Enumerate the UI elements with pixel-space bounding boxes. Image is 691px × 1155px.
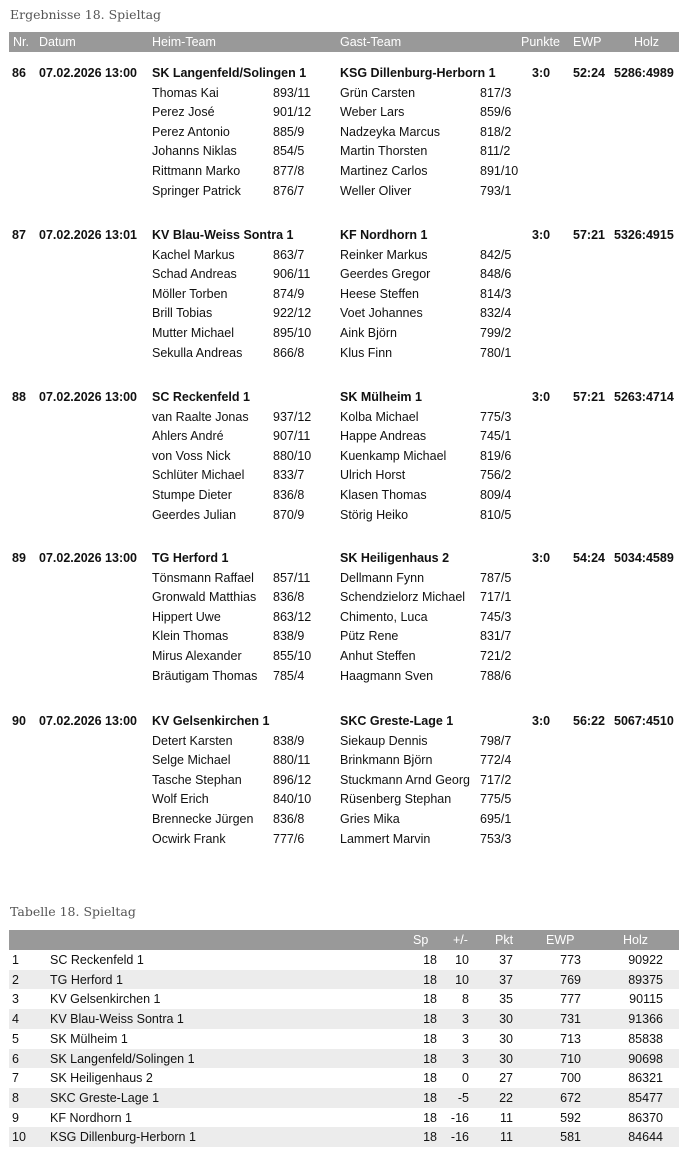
home-score: 866/8 xyxy=(273,345,305,360)
table-ewp: 672 xyxy=(560,1090,581,1105)
away-score: 745/3 xyxy=(480,609,512,624)
home-player: Tönsmann Raffael xyxy=(152,570,254,585)
home-score: 838/9 xyxy=(273,733,305,748)
home-score: 877/8 xyxy=(273,164,305,178)
match-holz: 5263:4714 xyxy=(614,390,674,404)
header-pkt: Pkt xyxy=(495,933,514,947)
match-nr: 86 xyxy=(12,66,26,80)
match-date: 07.02.2026 13:00 xyxy=(39,714,138,728)
match-holz: 5326:4915 xyxy=(614,228,674,242)
table-pos: 9 xyxy=(12,1110,19,1125)
table-row xyxy=(9,1068,679,1088)
match-nr: 89 xyxy=(12,551,26,565)
standings-title: Tabelle 18. Spieltag xyxy=(10,904,136,919)
header-heim: Heim-Team xyxy=(152,35,216,49)
player-row xyxy=(0,789,691,809)
player-row xyxy=(0,343,691,363)
table-ewp: 700 xyxy=(560,1071,581,1086)
home-player: Detert Karsten xyxy=(152,733,233,748)
home-score: 880/11 xyxy=(273,753,311,768)
player-row xyxy=(0,245,691,265)
table-pos: 5 xyxy=(12,1031,19,1046)
table-diff: 10 xyxy=(455,953,469,967)
home-player: van Raalte Jonas xyxy=(152,409,249,424)
home-player: Stumpe Dieter xyxy=(152,488,232,502)
table-pos: 10 xyxy=(12,1130,26,1145)
player-row xyxy=(0,284,691,304)
home-score: 785/4 xyxy=(273,668,305,683)
home-score: 870/9 xyxy=(273,507,305,522)
away-player: Schendzielorz Michael xyxy=(340,590,466,605)
table-holz: 84644 xyxy=(628,1130,663,1145)
table-row xyxy=(9,1108,679,1128)
home-team: SC Reckenfeld 1 xyxy=(152,390,250,404)
away-score: 717/2 xyxy=(480,772,512,787)
match-holz: 5067:4510 xyxy=(614,714,674,728)
home-player: Mutter Michael xyxy=(152,326,234,340)
match-nr: 90 xyxy=(12,714,26,728)
match-nr: 87 xyxy=(12,228,26,242)
match-holz: 5286:4989 xyxy=(614,66,674,80)
home-score: 874/9 xyxy=(273,286,305,301)
home-player: Rittmann Marko xyxy=(152,164,241,178)
away-score: 832/4 xyxy=(480,306,512,321)
match-points: 3:0 xyxy=(532,228,551,242)
home-player: Brill Tobias xyxy=(152,306,213,321)
home-score: 836/8 xyxy=(273,812,305,826)
table-diff: 3 xyxy=(462,1012,469,1027)
player-row xyxy=(0,750,691,770)
player-row xyxy=(0,323,691,343)
match-block xyxy=(0,63,691,223)
table-sp: 18 xyxy=(423,992,437,1007)
table-ewp: 581 xyxy=(560,1130,581,1145)
table-row xyxy=(9,1029,679,1049)
match-date: 07.02.2026 13:01 xyxy=(39,228,138,242)
home-team: KV Blau-Weiss Sontra 1 xyxy=(152,228,294,242)
table-sp: 18 xyxy=(423,1012,437,1027)
home-player: von Voss Nick xyxy=(152,448,231,463)
header-ewp: EWP xyxy=(573,35,602,49)
home-score: 885/9 xyxy=(273,124,305,139)
home-player: Klein Thomas xyxy=(152,629,229,644)
away-player: Martinez Carlos xyxy=(340,164,428,178)
home-score: 863/12 xyxy=(273,609,312,624)
match-ewp: 57:21 xyxy=(573,228,605,242)
player-row xyxy=(0,626,691,646)
home-player: Schad Andreas xyxy=(152,267,237,282)
table-holz: 89375 xyxy=(628,972,663,987)
table-team: SK Mülheim 1 xyxy=(50,1031,128,1046)
table-pos: 4 xyxy=(12,1012,19,1027)
away-score: 817/3 xyxy=(480,85,512,100)
away-player: Weber Lars xyxy=(340,105,405,120)
header-holz: Holz xyxy=(623,933,649,947)
table-holz: 91366 xyxy=(628,1012,663,1027)
table-sp: 18 xyxy=(423,1051,437,1066)
player-row xyxy=(0,303,691,323)
away-score: 831/7 xyxy=(480,629,512,644)
home-player: Tasche Stephan xyxy=(152,772,242,787)
away-score: 859/6 xyxy=(480,105,512,120)
results-header xyxy=(9,32,679,52)
table-team: KF Nordhorn 1 xyxy=(50,1110,132,1125)
home-score: 855/10 xyxy=(273,649,312,663)
header-punkte: Punkte xyxy=(521,35,560,49)
table-holz: 86370 xyxy=(628,1110,663,1125)
away-score: 848/6 xyxy=(480,267,512,282)
table-team: SK Heiligenhaus 2 xyxy=(50,1071,153,1086)
away-team: SK Mülheim 1 xyxy=(340,390,422,404)
match-header-row xyxy=(0,63,691,83)
player-row xyxy=(0,141,691,161)
match-header-row xyxy=(0,225,691,245)
away-player: Lammert Marvin xyxy=(340,831,431,846)
player-row xyxy=(0,264,691,284)
home-score: 838/9 xyxy=(273,629,305,644)
table-sp: 18 xyxy=(423,1071,437,1086)
player-row xyxy=(0,587,691,607)
home-score: 863/7 xyxy=(273,247,305,262)
home-player: Brennecke Jürgen xyxy=(152,812,254,826)
home-player: Springer Patrick xyxy=(152,183,241,198)
match-block xyxy=(0,225,691,385)
table-pos: 8 xyxy=(12,1090,19,1105)
home-score: 893/11 xyxy=(273,85,311,100)
table-diff: -5 xyxy=(457,1090,469,1105)
away-player: Happe Andreas xyxy=(340,429,427,444)
table-sp: 18 xyxy=(423,1031,437,1046)
match-block xyxy=(0,548,691,708)
table-team: SC Reckenfeld 1 xyxy=(50,953,144,967)
home-player: Thomas Kai xyxy=(152,85,219,100)
table-sp: 18 xyxy=(423,972,437,987)
header-sp: Sp xyxy=(413,933,429,947)
match-date: 07.02.2026 13:00 xyxy=(39,390,138,404)
home-score: 937/12 xyxy=(273,409,312,424)
table-pkt: 37 xyxy=(499,972,513,987)
table-pos: 6 xyxy=(12,1051,19,1066)
away-score: 756/2 xyxy=(480,468,512,483)
table-pos: 3 xyxy=(12,992,19,1007)
player-row xyxy=(0,731,691,751)
table-pkt: 11 xyxy=(500,1130,513,1145)
away-player: Chimento, Luca xyxy=(340,609,428,624)
home-score: 840/10 xyxy=(273,792,312,807)
table-holz: 86321 xyxy=(628,1071,663,1086)
away-player: Haagmann Sven xyxy=(340,668,434,683)
away-player: Klus Finn xyxy=(340,345,393,360)
away-player: Grün Carsten xyxy=(340,85,416,100)
table-diff: 8 xyxy=(462,992,469,1007)
table-holz: 90698 xyxy=(628,1051,663,1066)
away-team: SK Heiligenhaus 2 xyxy=(340,551,450,565)
away-player: Klasen Thomas xyxy=(340,488,427,502)
table-sp: 18 xyxy=(423,1090,437,1105)
home-player: Wolf Erich xyxy=(152,792,209,807)
home-score: 836/8 xyxy=(273,488,305,502)
table-holz: 90115 xyxy=(629,992,663,1007)
home-score: 880/10 xyxy=(273,448,312,463)
away-player: Rüsenberg Stephan xyxy=(340,792,452,807)
table-sp: 18 xyxy=(423,1110,437,1125)
table-ewp: 713 xyxy=(560,1031,581,1046)
table-diff: -16 xyxy=(450,1130,469,1145)
table-pkt: 35 xyxy=(499,992,513,1007)
away-score: 772/4 xyxy=(480,753,512,768)
table-pos: 2 xyxy=(12,972,19,987)
table-row xyxy=(9,1049,679,1069)
home-player: Mirus Alexander xyxy=(152,649,242,663)
table-sp: 18 xyxy=(423,1130,437,1145)
match-header-row xyxy=(0,711,691,731)
away-score: 721/2 xyxy=(480,649,512,663)
table-team: KV Gelsenkirchen 1 xyxy=(50,992,161,1007)
home-score: 857/11 xyxy=(273,570,311,585)
away-team: KF Nordhorn 1 xyxy=(340,228,428,242)
match-header-row xyxy=(0,387,691,407)
table-diff: 0 xyxy=(462,1071,469,1086)
player-row xyxy=(0,666,691,686)
match-holz: 5034:4589 xyxy=(614,551,674,565)
away-score: 745/1 xyxy=(480,429,512,444)
header-holz: Holz xyxy=(634,35,660,49)
away-score: 814/3 xyxy=(480,286,512,301)
away-player: Siekaup Dennis xyxy=(340,733,428,748)
away-player: Nadzeyka Marcus xyxy=(340,124,441,139)
away-player: Gries Mika xyxy=(340,812,400,826)
away-player: Martin Thorsten xyxy=(340,144,428,159)
away-score: 787/5 xyxy=(480,570,512,585)
away-score: 793/1 xyxy=(480,183,512,198)
table-team: KV Blau-Weiss Sontra 1 xyxy=(50,1012,184,1027)
table-pkt: 37 xyxy=(499,953,513,967)
table-diff: 3 xyxy=(462,1051,469,1066)
home-team: KV Gelsenkirchen 1 xyxy=(152,714,270,728)
header-nr: Nr. xyxy=(13,35,29,49)
header-gast: Gast-Team xyxy=(340,35,402,49)
home-team: TG Herford 1 xyxy=(152,551,229,565)
standings-header xyxy=(9,930,679,950)
player-row xyxy=(0,505,691,525)
home-score: 854/5 xyxy=(273,144,305,159)
player-row xyxy=(0,770,691,790)
table-diff: 10 xyxy=(455,972,469,987)
home-score: 876/7 xyxy=(273,183,305,198)
away-score: 695/1 xyxy=(480,812,512,826)
table-team: SK Langenfeld/Solingen 1 xyxy=(50,1051,195,1066)
header-datum: Datum xyxy=(39,35,76,49)
match-points: 3:0 xyxy=(532,714,551,728)
match-header-row xyxy=(0,548,691,568)
player-row xyxy=(0,465,691,485)
home-score: 896/12 xyxy=(273,772,312,787)
table-sp: 18 xyxy=(423,953,437,967)
match-nr: 88 xyxy=(12,390,26,404)
home-player: Hippert Uwe xyxy=(152,609,221,624)
table-diff: 3 xyxy=(462,1031,469,1046)
table-ewp: 592 xyxy=(560,1110,581,1125)
table-pkt: 22 xyxy=(499,1090,513,1105)
table-team: SKC Greste-Lage 1 xyxy=(50,1090,160,1105)
home-player: Perez José xyxy=(152,105,215,120)
table-team: TG Herford 1 xyxy=(50,972,123,987)
home-player: Geerdes Julian xyxy=(152,507,237,522)
away-player: Brinkmann Björn xyxy=(340,753,433,768)
home-score: 836/8 xyxy=(273,590,305,605)
home-player: Schlüter Michael xyxy=(152,468,245,483)
table-ewp: 731 xyxy=(560,1012,581,1027)
table-row xyxy=(9,1127,679,1147)
match-block xyxy=(0,387,691,547)
match-ewp: 56:22 xyxy=(573,714,605,728)
player-row xyxy=(0,607,691,627)
away-player: Voet Johannes xyxy=(340,306,423,321)
away-player: Stuckmann Arnd Georg xyxy=(340,772,470,787)
header-diff: +/- xyxy=(453,933,468,947)
results-title: Ergebnisse 18. Spieltag xyxy=(10,7,162,22)
away-score: 811/2 xyxy=(480,144,511,159)
away-player: Weller Oliver xyxy=(340,183,412,198)
player-row xyxy=(0,181,691,201)
table-pkt: 11 xyxy=(500,1110,513,1125)
away-score: 775/5 xyxy=(480,792,512,807)
player-row xyxy=(0,446,691,466)
away-score: 798/7 xyxy=(480,733,512,748)
away-score: 780/1 xyxy=(480,345,512,360)
table-row xyxy=(9,1009,679,1029)
player-row xyxy=(0,102,691,122)
match-points: 3:0 xyxy=(532,551,551,565)
away-score: 818/2 xyxy=(480,124,512,139)
table-ewp: 710 xyxy=(560,1051,581,1066)
header-ewp: EWP xyxy=(546,933,575,947)
match-date: 07.02.2026 13:00 xyxy=(39,551,138,565)
table-row xyxy=(9,970,679,990)
away-team: KSG Dillenburg-Herborn 1 xyxy=(340,66,496,80)
match-points: 3:0 xyxy=(532,390,551,404)
match-block xyxy=(0,711,691,871)
table-holz: 85838 xyxy=(628,1031,663,1046)
away-player: Dellmann Fynn xyxy=(340,570,425,585)
table-ewp: 773 xyxy=(560,953,581,967)
player-row xyxy=(0,426,691,446)
home-player: Bräutigam Thomas xyxy=(152,668,258,683)
home-score: 833/7 xyxy=(273,468,305,483)
player-row xyxy=(0,122,691,142)
table-pkt: 30 xyxy=(499,1031,513,1046)
home-score: 895/10 xyxy=(273,326,312,340)
match-date: 07.02.2026 13:00 xyxy=(39,66,138,80)
home-player: Sekulla Andreas xyxy=(152,345,243,360)
home-team: SK Langenfeld/Solingen 1 xyxy=(152,66,307,80)
away-player: Heese Steffen xyxy=(340,286,419,301)
home-player: Ahlers André xyxy=(152,429,224,444)
match-points: 3:0 xyxy=(532,66,551,80)
table-ewp: 769 xyxy=(560,972,581,987)
table-pos: 1 xyxy=(12,953,19,967)
match-ewp: 54:24 xyxy=(573,551,605,565)
table-team: KSG Dillenburg-Herborn 1 xyxy=(50,1130,196,1145)
table-row xyxy=(9,989,679,1009)
home-player: Johanns Niklas xyxy=(152,144,237,159)
table-row xyxy=(9,950,679,970)
home-score: 906/11 xyxy=(273,267,311,282)
table-ewp: 777 xyxy=(560,992,581,1007)
match-ewp: 57:21 xyxy=(573,390,605,404)
away-score: 799/2 xyxy=(480,326,512,340)
away-score: 809/4 xyxy=(480,488,512,502)
player-row xyxy=(0,829,691,849)
away-score: 775/3 xyxy=(480,409,512,424)
away-score: 717/1 xyxy=(480,590,512,605)
home-player: Kachel Markus xyxy=(152,247,235,262)
match-ewp: 52:24 xyxy=(573,66,605,80)
table-pos: 7 xyxy=(12,1071,19,1086)
table-holz: 85477 xyxy=(628,1090,663,1105)
away-player: Geerdes Gregor xyxy=(340,267,431,282)
table-pkt: 30 xyxy=(499,1051,513,1066)
player-row xyxy=(0,83,691,103)
table-pkt: 30 xyxy=(499,1012,513,1027)
player-row xyxy=(0,407,691,427)
away-score: 753/3 xyxy=(480,831,512,846)
away-player: Anhut Steffen xyxy=(340,649,416,663)
player-row xyxy=(0,646,691,666)
home-player: Möller Torben xyxy=(152,286,228,301)
home-player: Perez Antonio xyxy=(152,124,230,139)
away-player: Kolba Michael xyxy=(340,409,419,424)
home-score: 901/12 xyxy=(273,105,312,120)
home-score: 777/6 xyxy=(273,831,305,846)
player-row xyxy=(0,809,691,829)
table-diff: -16 xyxy=(450,1110,469,1125)
home-player: Gronwald Matthias xyxy=(152,590,257,605)
player-row xyxy=(0,485,691,505)
away-score: 788/6 xyxy=(480,668,512,683)
away-player: Kuenkamp Michael xyxy=(340,448,447,463)
away-score: 819/6 xyxy=(480,448,512,463)
away-player: Störig Heiko xyxy=(340,507,409,522)
table-row xyxy=(9,1088,679,1108)
away-player: Aink Björn xyxy=(340,326,397,340)
home-player: Selge Michael xyxy=(152,753,231,768)
away-team: SKC Greste-Lage 1 xyxy=(340,714,454,728)
home-player: Ocwirk Frank xyxy=(152,831,226,846)
player-row xyxy=(0,568,691,588)
away-player: Reinker Markus xyxy=(340,247,428,262)
home-score: 907/11 xyxy=(273,429,311,444)
player-row xyxy=(0,161,691,181)
away-player: Ulrich Horst xyxy=(340,468,406,483)
away-player: Pütz Rene xyxy=(340,629,399,644)
table-holz: 90922 xyxy=(628,953,663,967)
away-score: 891/10 xyxy=(480,164,519,178)
away-score: 810/5 xyxy=(480,507,512,522)
away-score: 842/5 xyxy=(480,247,512,262)
home-score: 922/12 xyxy=(273,306,312,321)
table-pkt: 27 xyxy=(499,1071,513,1086)
